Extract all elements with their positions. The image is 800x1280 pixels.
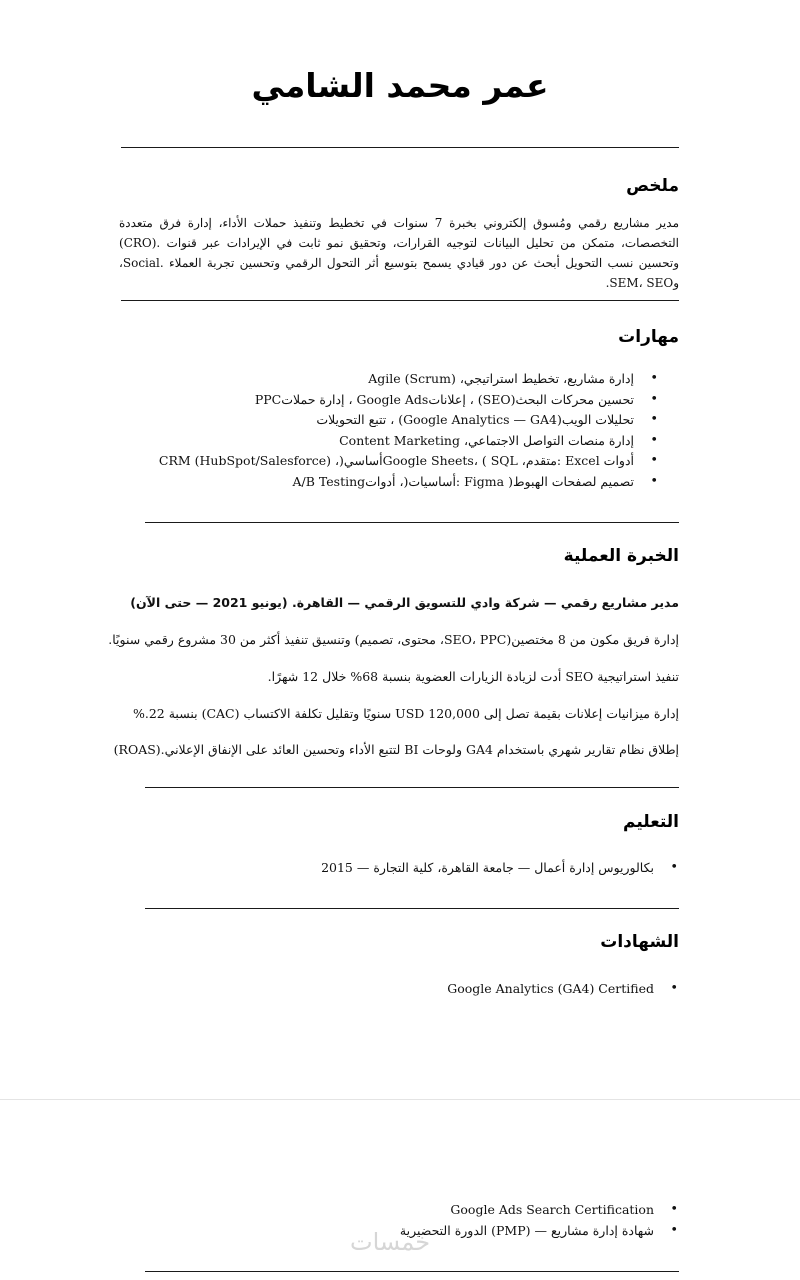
list-item: • Google Ads Search Certification xyxy=(400,1200,680,1221)
certifications-heading: الشهادات xyxy=(600,932,679,952)
certifications-list xyxy=(447,979,680,1000)
summary-heading: ملخص xyxy=(626,176,679,196)
divider xyxy=(145,787,679,788)
divider xyxy=(145,1271,679,1272)
list-item: • أدوات Excel :متقدم، Google Sheets، ( SQLأساسي(، CRM (HubSpot/Salesforce) xyxy=(159,451,660,472)
page-break xyxy=(0,1099,800,1100)
list-item: • إدارة منصات التواصل الاجتماعي، Content Marketing xyxy=(159,431,660,452)
summary-text: مدير مشاريع رقمي ومُسوق إلكتروني بخبرة 7 سنوات في تخطيط وتنفيذ حملات الأداء، إدارة فرق متعددة التخصصات، متمكن من تحليل البيانات لتوجيه القرارات، وتحقيق نمو ثابت في الإيرادات عبر قنوات .(CRO) وتحسين نسب التحويل أبحث عن دور قيادي يسمح بتوسيع أثر التحول الرقمي وتحسين تجربة العملاء .Social، وSEM، SEO. xyxy=(119,216,679,290)
skills-list xyxy=(159,369,660,492)
list-item: • Google Analytics (GA4) Certified xyxy=(447,979,680,1000)
list-item: • تحليلات الويب(Google Analytics — GA4) ، تتبع التحويلات xyxy=(159,410,660,431)
list-item: • تحسين محركات البحث(SEO) ، إعلاناتGoogle Ads ، إدارة حملاتPPC xyxy=(159,390,660,411)
list-item: • بكالوريوس إدارة أعمال — جامعة القاهرة، كلية التجارة — 2015 xyxy=(321,858,680,879)
experience-bullet: إطلاق نظام تقارير شهري باستخدام GA4 ولوحات BI لتتبع الأداء وتحسين العائد على الإنفاق الإعلاني.(ROAS) xyxy=(113,742,679,757)
experience-heading: الخبرة العملية xyxy=(563,546,679,566)
experience-bullet: إدارة فريق مكون من 8 مختصين(SEO، PPC، محتوى، تصميم) وتنسيق تنفيذ أكثر من 30 مشروع رقمي سنويًا. xyxy=(108,632,679,647)
job-title: مدير مشاريع رقمي — شركة وادي للتسويق الرقمي — القاهرة. (يونيو 2021 — حتى الآن) xyxy=(130,595,679,610)
list-item: • إدارة مشاريع، تخطيط استراتيجي، Agile (Scrum) xyxy=(159,369,660,390)
experience-bullet: إدارة ميزانيات إعلانات بقيمة تصل إلى USD 120,000 سنويًا وتقليل تكلفة الاكتساب (CAC) بنسبة 22.% xyxy=(132,706,679,721)
skills-heading: مهارات xyxy=(618,327,679,347)
candidate-name: عمر محمد الشامي xyxy=(251,66,549,105)
education-heading: التعليم xyxy=(623,812,679,832)
list-item: • تصميم لصفحات الهبوط( Figma :أساسيات(، أدواتA/B Testing xyxy=(159,472,660,493)
list-item: • شهادة إدارة مشاريع — (PMP) الدورة التحضيرية xyxy=(400,1221,680,1242)
divider xyxy=(121,147,679,148)
divider xyxy=(145,522,679,523)
certifications-list-continued xyxy=(400,1200,680,1241)
divider xyxy=(121,300,679,301)
divider xyxy=(145,908,679,909)
watermark-logo: خمسات xyxy=(350,1228,431,1256)
education-list xyxy=(321,858,680,879)
experience-bullet: تنفيذ استراتيجية SEO أدت لزيادة الزيارات العضوية بنسبة 68% خلال 12 شهرًا. xyxy=(267,669,679,684)
